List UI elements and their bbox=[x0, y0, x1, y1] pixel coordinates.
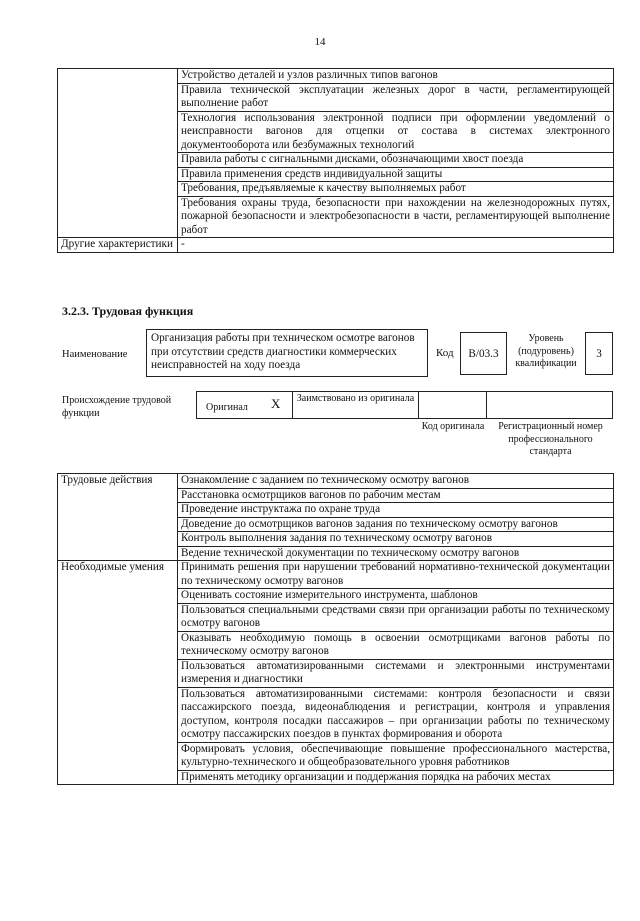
row-label: Необходимые умения bbox=[58, 561, 178, 785]
reg-number-caption: Регистрационный номер профессионального стандарта bbox=[498, 421, 603, 457]
table-cell: Проведение инструктажа по охране труда bbox=[178, 503, 614, 518]
section-title: 3.2.3. Трудовая функция bbox=[62, 304, 194, 318]
table-cell: Доведение до осмотрщиков вагонов задания по техническому осмотру вагонов bbox=[178, 517, 614, 532]
row-label bbox=[58, 69, 178, 238]
table-cell: Требования, предъявляемые к качеству выполняемых работ bbox=[178, 182, 614, 197]
borrowed-label: Заимствовано из оригинала bbox=[296, 393, 415, 404]
table-cell: Технология использования электронной подписи при оформлении уведомлений о неисправности вагонов для отцепки от состава в системах электронного документооборота или безбумажных технологий bbox=[178, 111, 614, 153]
table-cell: Расстановка осмотрщиков вагонов по рабочим местам bbox=[178, 488, 614, 503]
table-cell: Применять методику организации и поддержания порядка на рабочих местах bbox=[178, 770, 614, 785]
page-number: 14 bbox=[314, 36, 326, 48]
table-row bbox=[58, 561, 614, 589]
table-cell: Устройство деталей и узлов различных типов вагонов bbox=[178, 69, 614, 84]
table-row bbox=[58, 69, 614, 84]
table-cell: Правила технической эксплуатации железных дорог в части, регламентирующей выполнение работ bbox=[178, 83, 614, 111]
table-cell: Оценивать состояние измерительного инструмента, шаблонов bbox=[178, 589, 614, 604]
table-cell: Пользоваться специальными средствами связи при организации работы по техническому осмотру вагонов bbox=[178, 603, 614, 631]
table-cell: Пользоваться автоматизированными системами: контроля безопасности и связи пассажирского поезда, видеонаблюдения и регистрации, контроля и управления доступом, контроля посадки пассажиров – при организации работы по техническому осмотру пассажирских поездов в пунктах формирования и оборота bbox=[178, 687, 614, 742]
table-cell: Формировать условия, обеспечивающие повышение профессионального мастерства, культурно-технического и общеобразовательного уровня работников bbox=[178, 742, 614, 770]
characteristics-table bbox=[57, 68, 614, 253]
name-label: Наименование bbox=[62, 349, 128, 360]
function-name: Организация работы при техническом осмотре вагонов при отсутствии средств диагностики коммерческих неисправностей на ходу поезда bbox=[146, 329, 428, 377]
table-cell: Пользоваться автоматизированными системами и электронными инструментами измерения и диагностики bbox=[178, 659, 614, 687]
origin-code-cell bbox=[418, 391, 487, 419]
table-row bbox=[58, 238, 614, 253]
origin-label: Происхождение трудовой функции bbox=[62, 395, 172, 419]
table-cell: Ведение технической документации по техническому осмотру вагонов bbox=[178, 546, 614, 561]
table-cell: Контроль выполнения задания по техническому осмотру вагонов bbox=[178, 532, 614, 547]
function-table bbox=[57, 473, 614, 785]
table-cell: Принимать решения при нарушении требований нормативно-технической документации по техническому осмотру вагонов bbox=[178, 561, 614, 589]
table-cell: Требования охраны труда, безопасности при нахождении на железнодорожных путях, пожарной безопасности и электробезопасности в части, регламентирующей выполнение работ bbox=[178, 196, 614, 238]
table-cell: Оказывать необходимую помощь в освоении осмотрщиками вагонов работы по техническому осмотру вагонов bbox=[178, 631, 614, 659]
table-cell: - bbox=[178, 238, 614, 253]
original-mark: X bbox=[271, 396, 281, 411]
table-cell: Правила применения средств индивидуальной защиты bbox=[178, 167, 614, 182]
row-label: Другие характеристики bbox=[58, 238, 178, 253]
table-row bbox=[58, 474, 614, 489]
level-value: 3 bbox=[585, 332, 613, 375]
original-label: Оригинал bbox=[206, 402, 248, 413]
level-label: Уровень (подуровень) квалификации bbox=[515, 333, 577, 369]
reg-number-cell bbox=[486, 391, 613, 419]
row-label: Трудовые действия bbox=[58, 474, 178, 561]
code-label: Код bbox=[436, 347, 454, 359]
code-value: B/03.3 bbox=[460, 332, 507, 375]
origin-code-caption: Код оригинала bbox=[421, 421, 485, 432]
table-cell: Ознакомление с заданием по техническому осмотру вагонов bbox=[178, 474, 614, 489]
table-cell: Правила работы с сигнальными дисками, обозначающими хвост поезда bbox=[178, 153, 614, 168]
